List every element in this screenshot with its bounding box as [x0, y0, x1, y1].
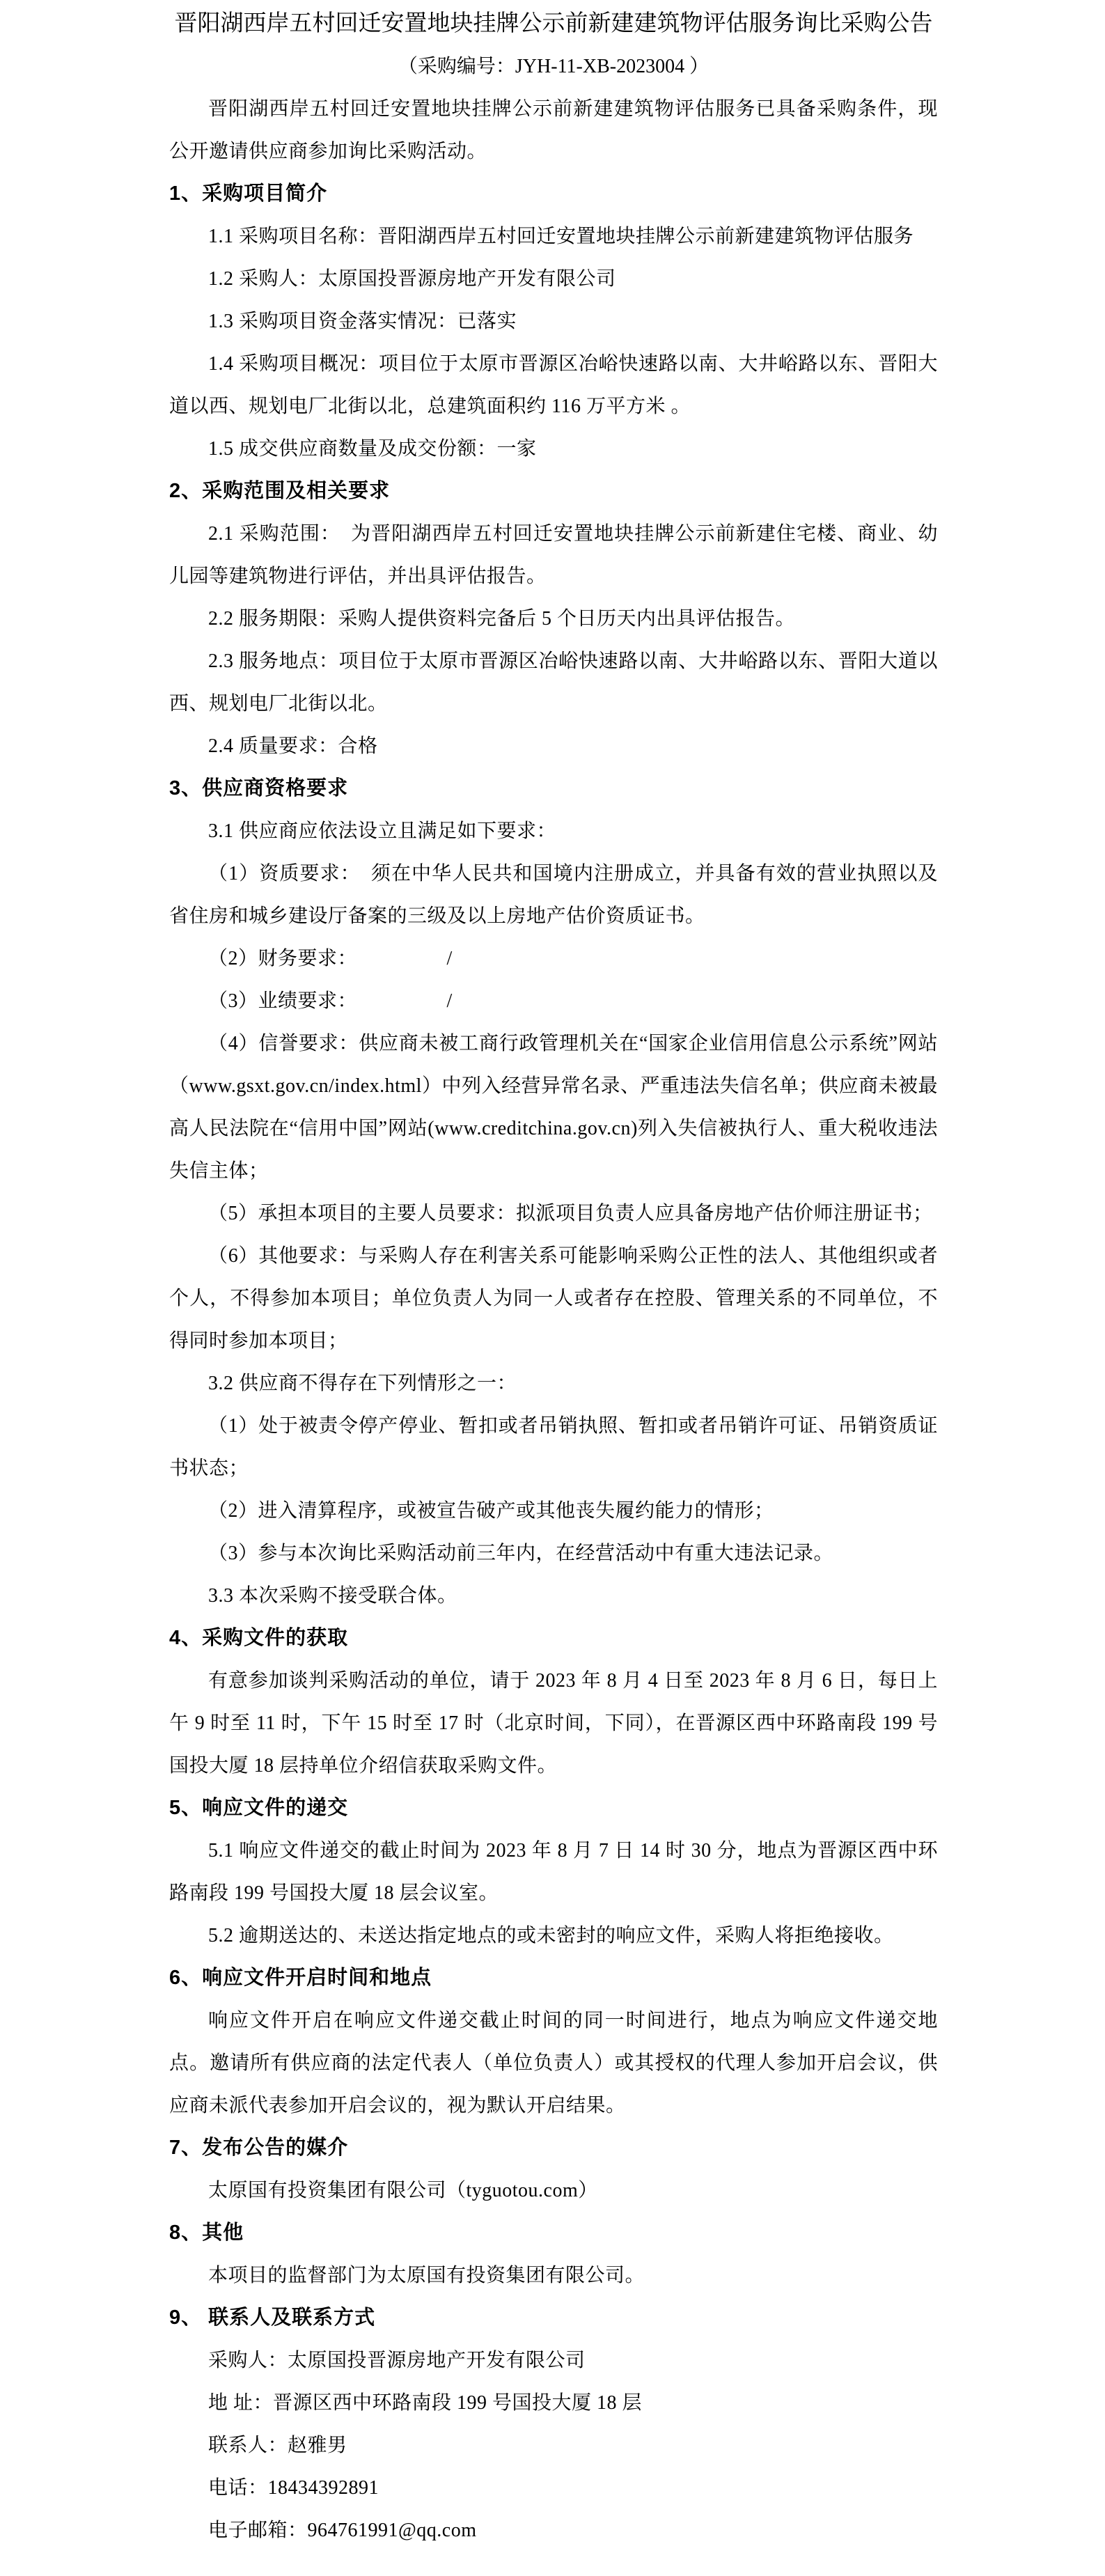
paragraph: （2）进入清算程序，或被宣告破产或其他丧失履约能力的情形； [208, 1500, 774, 1522]
procurement-number-line: （采购编号：JYH-11-XB-2023004 ） [398, 56, 710, 77]
paragraph: 太原国有投资集团有限公司（tyguotou.com） [208, 2180, 598, 2201]
paragraph: 3.3 本次采购不接受联合体。 [208, 1585, 457, 1607]
paragraph: 5.1 响应文件递交的截止时间为 2023 年 8 月 7 日 14 时 30 分，地点为晋源区西中环路南段 199 号国投大厦 18 层会议室。 [169, 1840, 938, 1904]
paragraph: 采购人：太原国投晋源房地产开发有限公司 [208, 2350, 586, 2371]
paragraph: 1.5 成交供应商数量及成交份额：一家 [208, 438, 537, 460]
doc-title: 晋阳湖西岸五村回迁安置地块挂牌公示前新建建筑物评估服务询比采购公告 [174, 11, 933, 36]
paragraph: 2.1 采购范围： 为晋阳湖西岸五村回迁安置地块挂牌公示前新建住宅楼、商业、幼儿园等建筑物进行评估，并出具评估报告。 [169, 523, 938, 587]
paragraph: （3）业绩要求： / [208, 990, 453, 1012]
paragraph: 晋阳湖西岸五村回迁安置地块挂牌公示前新建建筑物评估服务已具备采购条件，现公开邀请供应商参加询比采购活动。 [169, 98, 938, 162]
paragraph: 1.3 采购项目资金落实情况：已落实 [208, 311, 517, 332]
paragraph: 1.2 采购人：太原国投晋源房地产开发有限公司 [208, 268, 616, 290]
paragraph: 3.2 供应商不得存在下列情形之一： [208, 1373, 517, 1394]
paragraph: 有意参加谈判采购活动的单位，请于 2023 年 8 月 4 日至 2023 年 8 月 6 日，每日上午 9 时至 11 时，下午 15 时至 17 时（北京时间，下同），在晋源区西中环路南段 199 号国投大厦 18 层持单位介绍信获取采购文件。 [169, 1670, 938, 1777]
section-heading: 8、其他 [169, 2222, 244, 2244]
paragraph: 电话：18434392891 [208, 2477, 379, 2499]
section-heading: 5、响应文件的递交 [169, 1797, 349, 1819]
paragraph: （3）参与本次询比采购活动前三年内，在经营活动中有重大违法记录。 [208, 1543, 834, 1564]
section-heading: 2、采购范围及相关要求 [169, 480, 391, 502]
section-heading: 7、发布公告的媒介 [169, 2137, 349, 2159]
paragraph: 1.1 采购项目名称：晋阳湖西岸五村回迁安置地块挂牌公示前新建建筑物评估服务 [208, 226, 914, 247]
paragraph: （2）财务要求： / [208, 948, 453, 969]
paragraph: （1）资质要求： 须在中华人民共和国境内注册成立，并具备有效的营业执照以及省住房和城乡建设厅备案的三级及以上房地产估价资质证书。 [169, 863, 938, 927]
paragraph: （5）承担本项目的主要人员要求：拟派项目负责人应具备房地产估价师注册证书； [208, 1203, 933, 1224]
paragraph: 2.2 服务期限：采购人提供资料完备后 5 个日历天内出具评估报告。 [208, 608, 796, 630]
paragraph: （4）信誉要求：供应商未被工商行政管理机关在“国家企业信用信息公示系统”网站（www.gsxt.gov.cn/index.html）中列入经营异常名录、严重违法失信名单；供应商未被最高人民法院在“信用中国”网站(www.creditchina.gov.cn)列入失信被执行人、重大税收违法失信主体； [169, 1033, 938, 1182]
paragraph: 3.1 供应商应依法设立且满足如下要求： [208, 820, 557, 842]
paragraph: 2.4 质量要求：合格 [208, 735, 378, 757]
section-heading: 3、供应商资格要求 [169, 777, 349, 799]
paragraph: 5.2 逾期送达的、未送达指定地点的或未密封的响应文件，采购人将拒绝接收。 [208, 1925, 894, 1946]
section-heading: 1、采购项目简介 [169, 182, 328, 205]
paragraph: （1）处于被责令停产停业、暂扣或者吊销执照、暂扣或者吊销许可证、吊销资质证书状态； [169, 1415, 938, 1479]
section-heading: 9、 联系人及联系方式 [169, 2306, 376, 2329]
paragraph: 2.3 服务地点：项目位于太原市晋源区冶峪快速路以南、大井峪路以东、晋阳大道以西、规划电厂北街以北。 [169, 650, 938, 715]
section-heading: 6、响应文件开启时间和地点 [169, 1967, 432, 1989]
paragraph: （6）其他要求：与采购人存在利害关系可能影响采购公正性的法人、其他组织或者个人，不得参加本项目；单位负责人为同一人或者存在控股、管理关系的不同单位，不得同时参加本项目； [169, 1245, 938, 1352]
paragraph: 响应文件开启在响应文件递交截止时间的同一时间进行，地点为响应文件递交地点。邀请所有供应商的法定代表人（单位负责人）或其授权的代理人参加开启会议，供应商未派代表参加开启会议的，视为默认开启结果。 [169, 2010, 938, 2116]
paragraph: 本项目的监督部门为太原国有投资集团有限公司。 [208, 2265, 645, 2286]
paragraph: 联系人：赵雅男 [208, 2435, 347, 2456]
section-heading: 4、采购文件的获取 [169, 1627, 349, 1649]
paragraph: 1.4 采购项目概况：项目位于太原市晋源区冶峪快速路以南、大井峪路以东、晋阳大道以西、规划电厂北街以北，总建筑面积约 116 万平方米 。 [169, 353, 938, 417]
paragraph: 地 址：晋源区西中环路南段 199 号国投大厦 18 层 [208, 2392, 643, 2414]
paragraph: 电子邮箱：964761991@qq.com [208, 2520, 477, 2541]
